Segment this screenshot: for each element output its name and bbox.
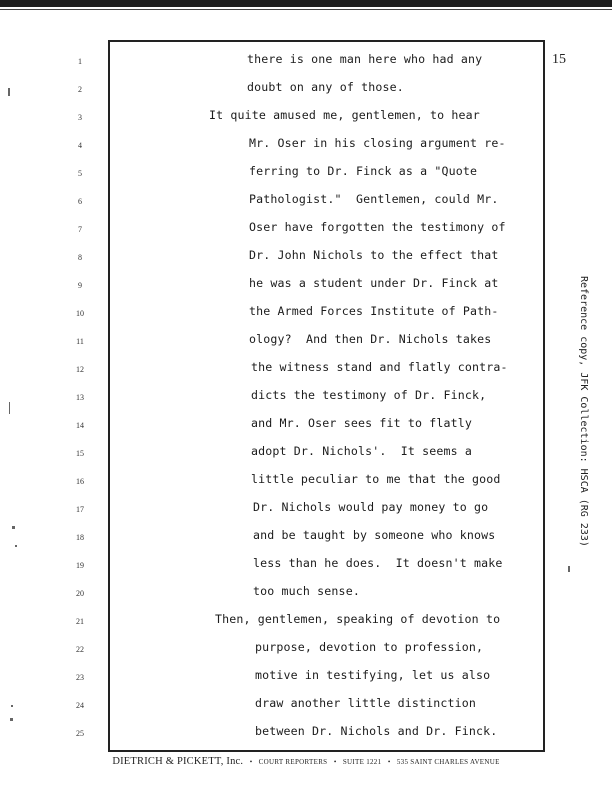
transcript-line: there is one man here who had any: [247, 52, 483, 66]
line-number: 5: [78, 169, 82, 178]
line-number: 20: [76, 589, 84, 598]
top-rule: [0, 9, 612, 10]
transcript-line: Mr. Oser in his closing argument re-: [249, 136, 506, 150]
transcript-line: ferring to Dr. Finck as a "Quote: [249, 164, 478, 178]
scan-speck: [10, 718, 13, 721]
transcript-line: motive in testifying, let us also: [255, 668, 491, 682]
archive-reference-stamp: Reference copy, JFK Collection: HSCA (RG 233): [578, 276, 589, 547]
line-number: 16: [76, 477, 84, 486]
transcript-line: purpose, devotion to profession,: [255, 640, 484, 654]
transcript-line: less than he does. It doesn't make: [253, 556, 503, 570]
scan-speck: [11, 705, 13, 707]
transcript-line: the witness stand and flatly contra-: [251, 360, 508, 374]
line-number: 10: [76, 309, 84, 318]
transcript-line: dicts the testimony of Dr. Finck,: [251, 388, 487, 402]
line-number: 15: [76, 449, 84, 458]
line-number: 24: [76, 701, 84, 710]
transcript-line: doubt on any of those.: [247, 80, 404, 94]
line-number: 8: [78, 253, 82, 262]
scan-speck: [568, 566, 570, 572]
transcript-line: and be taught by someone who knows: [253, 528, 496, 542]
line-number: 7: [78, 225, 82, 234]
footer-separator: •: [387, 758, 391, 766]
scan-speck: [15, 545, 17, 547]
transcript-line: It quite amused me, gentlemen, to hear: [209, 108, 480, 122]
footer-separator: •: [249, 758, 253, 766]
transcript-line: Pathologist." Gentlemen, could Mr.: [249, 192, 499, 206]
transcript-line: between Dr. Nichols and Dr. Finck.: [255, 724, 498, 738]
line-number: 6: [78, 197, 82, 206]
line-number: 1: [78, 57, 82, 66]
reporter-footer: [0, 756, 612, 767]
transcript-line: and Mr. Oser sees fit to flatly: [251, 416, 473, 430]
line-number: 17: [76, 505, 84, 514]
transcript-line: Dr. Nichols would pay money to go: [253, 500, 489, 514]
transcript-line: he was a student under Dr. Finck at: [249, 276, 499, 290]
scan-speck: [9, 402, 10, 414]
transcript-line: ology? And then Dr. Nichols takes: [249, 332, 492, 346]
footer-reporters: COURT REPORTERS: [258, 758, 328, 766]
line-number: 25: [76, 729, 84, 738]
line-number: 13: [76, 393, 84, 402]
page-number: 15: [552, 52, 566, 67]
scan-speck: [8, 88, 10, 96]
footer-separator: •: [333, 758, 337, 766]
line-number: 21: [76, 617, 84, 626]
transcript-line: draw another little distinction: [255, 696, 477, 710]
transcript-line: too much sense.: [253, 584, 360, 598]
transcript-line: Oser have forgotten the testimony of: [249, 220, 506, 234]
transcript-line: little peculiar to me that the good: [251, 472, 501, 486]
line-number: 11: [76, 337, 84, 346]
footer-address: 535 SAINT CHARLES AVENUE: [396, 758, 500, 766]
transcript-line: the Armed Forces Institute of Path-: [249, 304, 499, 318]
line-number: 23: [76, 673, 84, 682]
scan-speck: [12, 526, 15, 529]
top-scan-border: [0, 0, 612, 7]
line-number: 19: [76, 561, 84, 570]
firm-name: DIETRICH & PICKETT, Inc.: [112, 756, 244, 767]
line-number: 12: [76, 365, 84, 374]
line-number: 9: [78, 281, 82, 290]
transcript-line: Dr. John Nichols to the effect that: [249, 248, 499, 262]
transcript-line: Then, gentlemen, speaking of devotion to: [215, 612, 501, 626]
line-number: 22: [76, 645, 84, 654]
line-number: 2: [78, 85, 82, 94]
line-number: 4: [78, 141, 82, 150]
footer-suite: SUITE 1221: [342, 758, 382, 766]
line-number: 18: [76, 533, 84, 542]
line-number: 3: [78, 113, 82, 122]
line-number: 14: [76, 421, 84, 430]
transcript-line: adopt Dr. Nichols'. It seems a: [251, 444, 473, 458]
